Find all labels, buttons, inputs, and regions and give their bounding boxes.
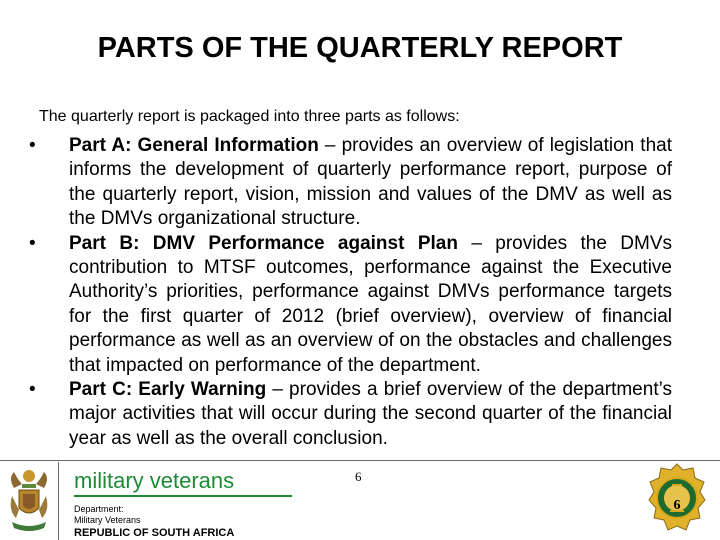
- bullet-item-part-a: [29, 134, 672, 232]
- intro-text: The quarterly report is packaged into three parts as follows:: [39, 108, 460, 125]
- bullet-item-part-c: [29, 378, 672, 451]
- bullet-body: – provides a brief overview of the department’s major activities that will occur during the second quarter of the financial year as well as the overall conclusion.: [69, 379, 672, 449]
- coat-of-arms-icon: [4, 466, 54, 538]
- bullet-list: [29, 134, 672, 451]
- bullet-heading: Part C: Early Warning: [69, 379, 267, 401]
- department-name: military veterans: [74, 468, 235, 493]
- bullet-body: – provides an overview of legislation that informs the development of quarterly performance report, purpose of the quarterly report, vision, mission and values of the DMV as well as the DMVs organizational structure.: [69, 135, 672, 230]
- footer-separator: [58, 462, 59, 540]
- footer-divider: [0, 460, 720, 461]
- department-label: [74, 504, 141, 526]
- bullet-item-part-b: [29, 232, 672, 378]
- department-label-line-2: Military Veterans: [74, 515, 141, 525]
- slide-title: PARTS OF THE QUARTERLY REPORT: [97, 32, 623, 64]
- department-underline: [74, 495, 292, 497]
- page-number: 6: [355, 469, 362, 484]
- bullet-symbol: •: [29, 135, 36, 156]
- bullet-body: – provides the DMVs contribution to MTSF outcomes, performance against the Executive Authority’s priorities, performance against DMVs performance targets for the first quarter of 2012 (brief overview), overview of financial performance as well as an overview of on the obstacles and challenges that impacted on performance of the department.: [69, 232, 672, 376]
- bullet-symbol: •: [29, 232, 36, 254]
- republic-label: REPUBLIC OF SOUTH AFRICA: [74, 527, 235, 539]
- bullet-symbol: •: [29, 379, 36, 401]
- department-label-line-1: Department:: [74, 504, 124, 514]
- bullet-heading: Part A: General Information: [69, 135, 319, 156]
- emblem-page-number: 6: [673, 498, 681, 513]
- bullet-heading: Part B: DMV Performance against Plan: [69, 232, 458, 254]
